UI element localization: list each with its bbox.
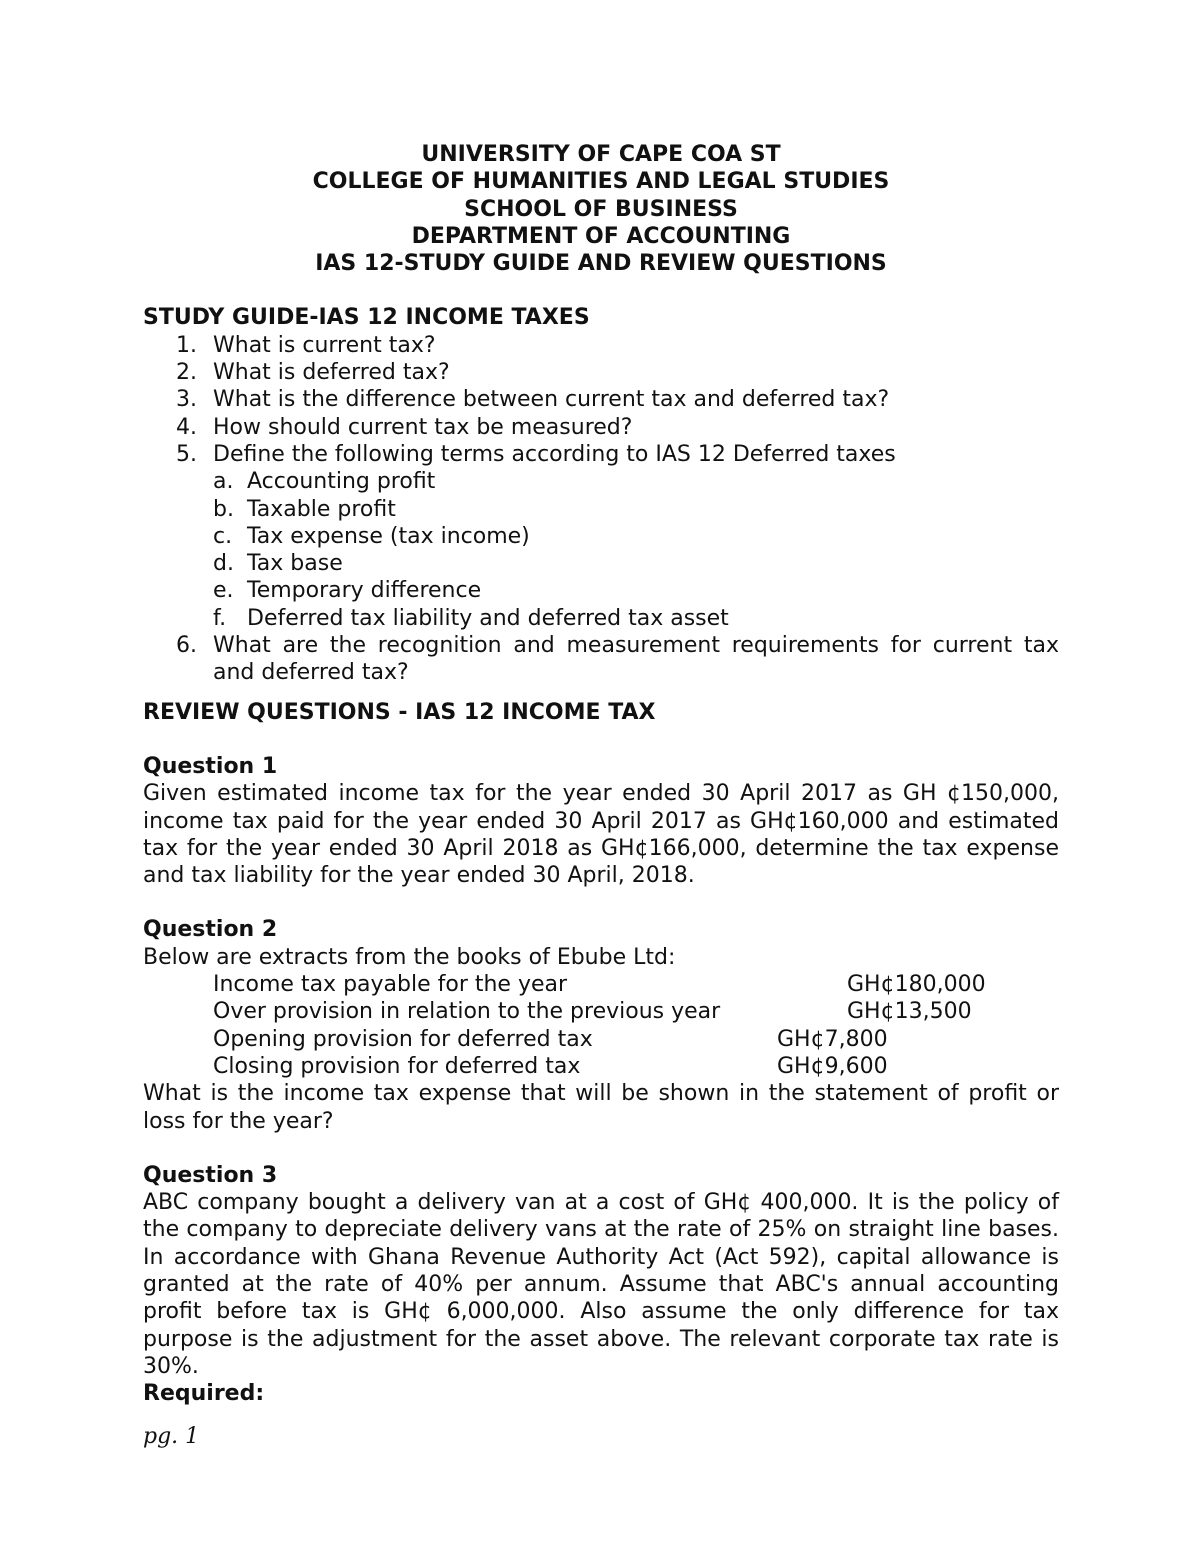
sub-list-item: e. Temporary difference: [213, 578, 482, 604]
list-item: 6. What are the recognition and measurement requirements for current tax and deferred tax?: [176, 633, 1059, 686]
sub-list-item: f. Deferred tax liability and deferred tax asset: [213, 605, 729, 631]
list-item: 4. How should current tax be measured?: [176, 414, 633, 440]
sub-list-item: c. Tax expense (tax income): [213, 523, 530, 549]
document-page: [143, 141, 1059, 1407]
list-item: 2. What is deferred tax?: [176, 360, 450, 386]
extract-row: Income tax payable for the year GH¢180,000: [213, 972, 986, 998]
sub-list-item: b. Taxable profit: [213, 496, 396, 522]
question-2-heading: Question 2: [143, 917, 278, 943]
question-1-heading: Question 1: [143, 753, 278, 779]
list-item: 3. What is the difference between current tax and deferred tax?: [176, 387, 890, 413]
required-label: Required:: [143, 1381, 265, 1407]
question-1-text: Given estimated income tax for the year ended 30 April 2017 as GH ¢150,000, income tax paid for the year ended 30 April 2017 as GH¢160,000 and estimated tax for the year ended 30 April 2018 as GH¢166,000, determine the tax expense and tax liability for the year ended 30 April, 2018.: [143, 781, 1059, 889]
header-department: DEPARTMENT OF ACCOUNTING: [411, 223, 791, 249]
question-3-text: ABC company bought a delivery van at a cost of GH¢ 400,000. It is the policy of the company to depreciate delivery vans at the rate of 25% on straight line bases. In accordance with Ghana Revenue Authority Act (Act 592), capital allowance is granted at the rate of 40% per annum. Assume that ABC's annual accounting profit before tax is GH¢ 6,000,000. Also assume the only difference for tax purpose is the adjustment for the asset above. The relevant corporate tax rate is 30%.: [143, 1190, 1059, 1379]
header-college: COLLEGE OF HUMANITIES AND LEGAL STUDIES: [312, 169, 890, 195]
page-number: pg. 1: [143, 1424, 200, 1449]
question-2-text: What is the income tax expense that will be shown in the statement of profit or loss for the year?: [143, 1081, 1059, 1134]
list-item: 5. Define the following terms according to IAS 12 Deferred taxes: [176, 441, 896, 467]
sub-list-item: a. Accounting profit: [213, 469, 436, 495]
list-item: 1. What is current tax?: [176, 332, 436, 358]
sub-list-item: d. Tax base: [213, 551, 343, 577]
header-university: UNIVERSITY OF CAPE COA ST: [421, 142, 781, 167]
extract-row: Over provision in relation to the previous year GH¢13,500: [213, 999, 972, 1025]
header-doc-title: IAS 12-STUDY GUIDE AND REVIEW QUESTIONS: [315, 251, 887, 277]
question-3-heading: Question 3: [143, 1162, 278, 1188]
extract-row: Closing provision for deferred tax GH¢9,600: [213, 1053, 888, 1079]
extract-row: Opening provision for deferred tax GH¢7,800: [213, 1026, 888, 1052]
review-questions-title: REVIEW QUESTIONS - IAS 12 INCOME TAX: [143, 699, 656, 725]
question-2-intro: Below are extracts from the books of Ebube Ltd:: [143, 944, 676, 970]
study-guide-title: STUDY GUIDE-IAS 12 INCOME TAXES: [143, 305, 590, 331]
header-school: SCHOOL OF BUSINESS: [464, 196, 738, 222]
